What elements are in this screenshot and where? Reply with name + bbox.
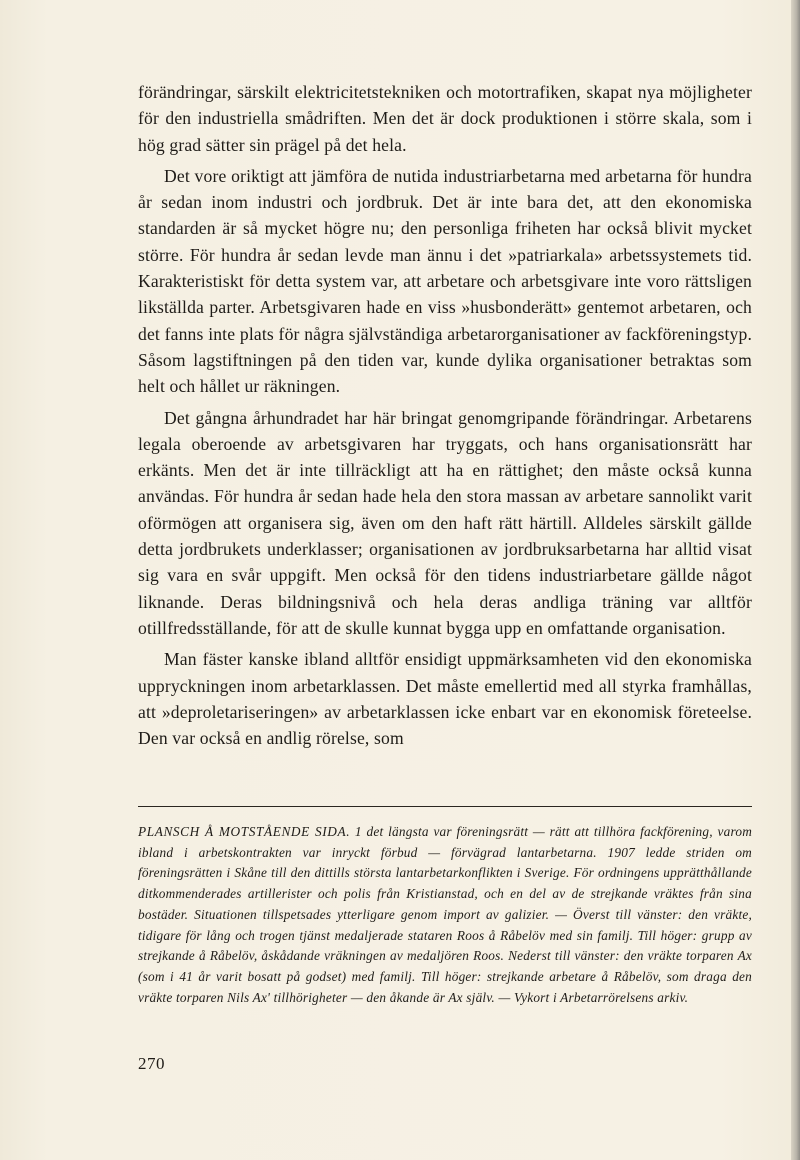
paragraph-4: Man fäster kanske ibland alltför ensidigt uppmärksamheten vid den ekonomiska uppryckningen inom arbetarklassen. Det måste emellertid med all styrka framhållas, att »deproletariseringen» av arbetarklassen icke enbart var en ekonomisk företeelse. Den var också en andlig rörelse, som [138,649,752,749]
paragraph-1: förändringar, särskilt elektricitetstekniken och motortrafiken, skapat nya möjligheter för den industriella smådriften. Men det är dock produktionen i större skala, som i hög grad sätter sin prägel på det hela. [138,82,752,155]
body-text [138,79,752,751]
page-edge-shadow [791,0,800,1160]
plate-caption [138,822,752,1008]
caption-text: 1 det längsta var föreningsrätt — rätt att tillhöra fackförening, varom ibland i arbetskontrakten var inryckt förbud — förvägrad lantarbetarna. 1907 ledde striden om föreningsrätten i Skåne till den dittills största lantarbetarkonflikten i Sverige. För ordningens upprätthållande ditkommenderades artillerister och polis från Kristianstad, och en del av de strejkande vräktes från sina bostäder. Situationen tillspetsades ytterligare genom import av galizier. — Överst till vänster: den vräkte, tidigare för lång och trogen tjänst medaljerade stataren Roos å Råbelöv med sin familj. Till höger: grupp av strejkande å Råbelöv, åskådande vräkningen av medaljören Roos. Nederst till vänster: den vräkte torparen Ax (som i 41 år varit bosatt på godset) med familj. Till höger: strejkande arbetare å Råbelöv, som draga den vräkte torparen Nils Ax' tillhörigheter — den åkande är Ax själv. — Vykort i Arbetarrörelsens arkiv. [138,824,752,1005]
page-number: 270 [138,1054,165,1073]
footnote-divider [138,806,752,807]
paragraph-2: Det vore oriktigt att jämföra de nutida industriarbetarna med arbetarna för hundra år sedan inom industri och jordbruk. Det är inte bara det, att den ekonomiska standarden är så mycket högre nu; den personliga friheten har också blivit mycket större. För hundra år sedan levde man ännu i det »patriarkala» arbetssystemets tid. Karakteristiskt för detta system var, att arbetare och arbetsgivare inte voro rättsligen likställda parter. Arbetsgivaren hade en viss »husbonderätt» gentemot arbetaren, och det fanns inte plats för några självständiga arbetarorganisationer av fackföreningstyp. Såsom lagstiftningen på den tiden var, kunde dylika organisationer betraktas som helt och hållet ur räkningen. [138,165,752,397]
caption-lead: PLANSCH Å MOTSTÅENDE SIDA. [138,824,351,839]
paragraph-3: Det gångna århundradet har här bringat genomgripande förändringar. Arbetarens legala oberoende av arbetsgivaren har tryggats, och hans organisationsrätt har erkänts. Men det är inte tillräckligt att ha en rättighet; den måste också kunna användas. För hundra år sedan hade hela den stora massan av arbetare sannolikt varit oförmögen att organisera sig, även om den haft rätt härtill. Alldeles särskilt gällde detta jordbrukets underklasser; organisationen av jordbruksarbetarna har alltid visat sig vara en svår uppgift. Men också för den tidens industriarbetare gällde något liknande. Deras bildningsnivå och hela deras andliga träning var alltför otillfredsställande, för att de skulle kunnat bygga upp en omfattande organisation. [138,407,752,638]
